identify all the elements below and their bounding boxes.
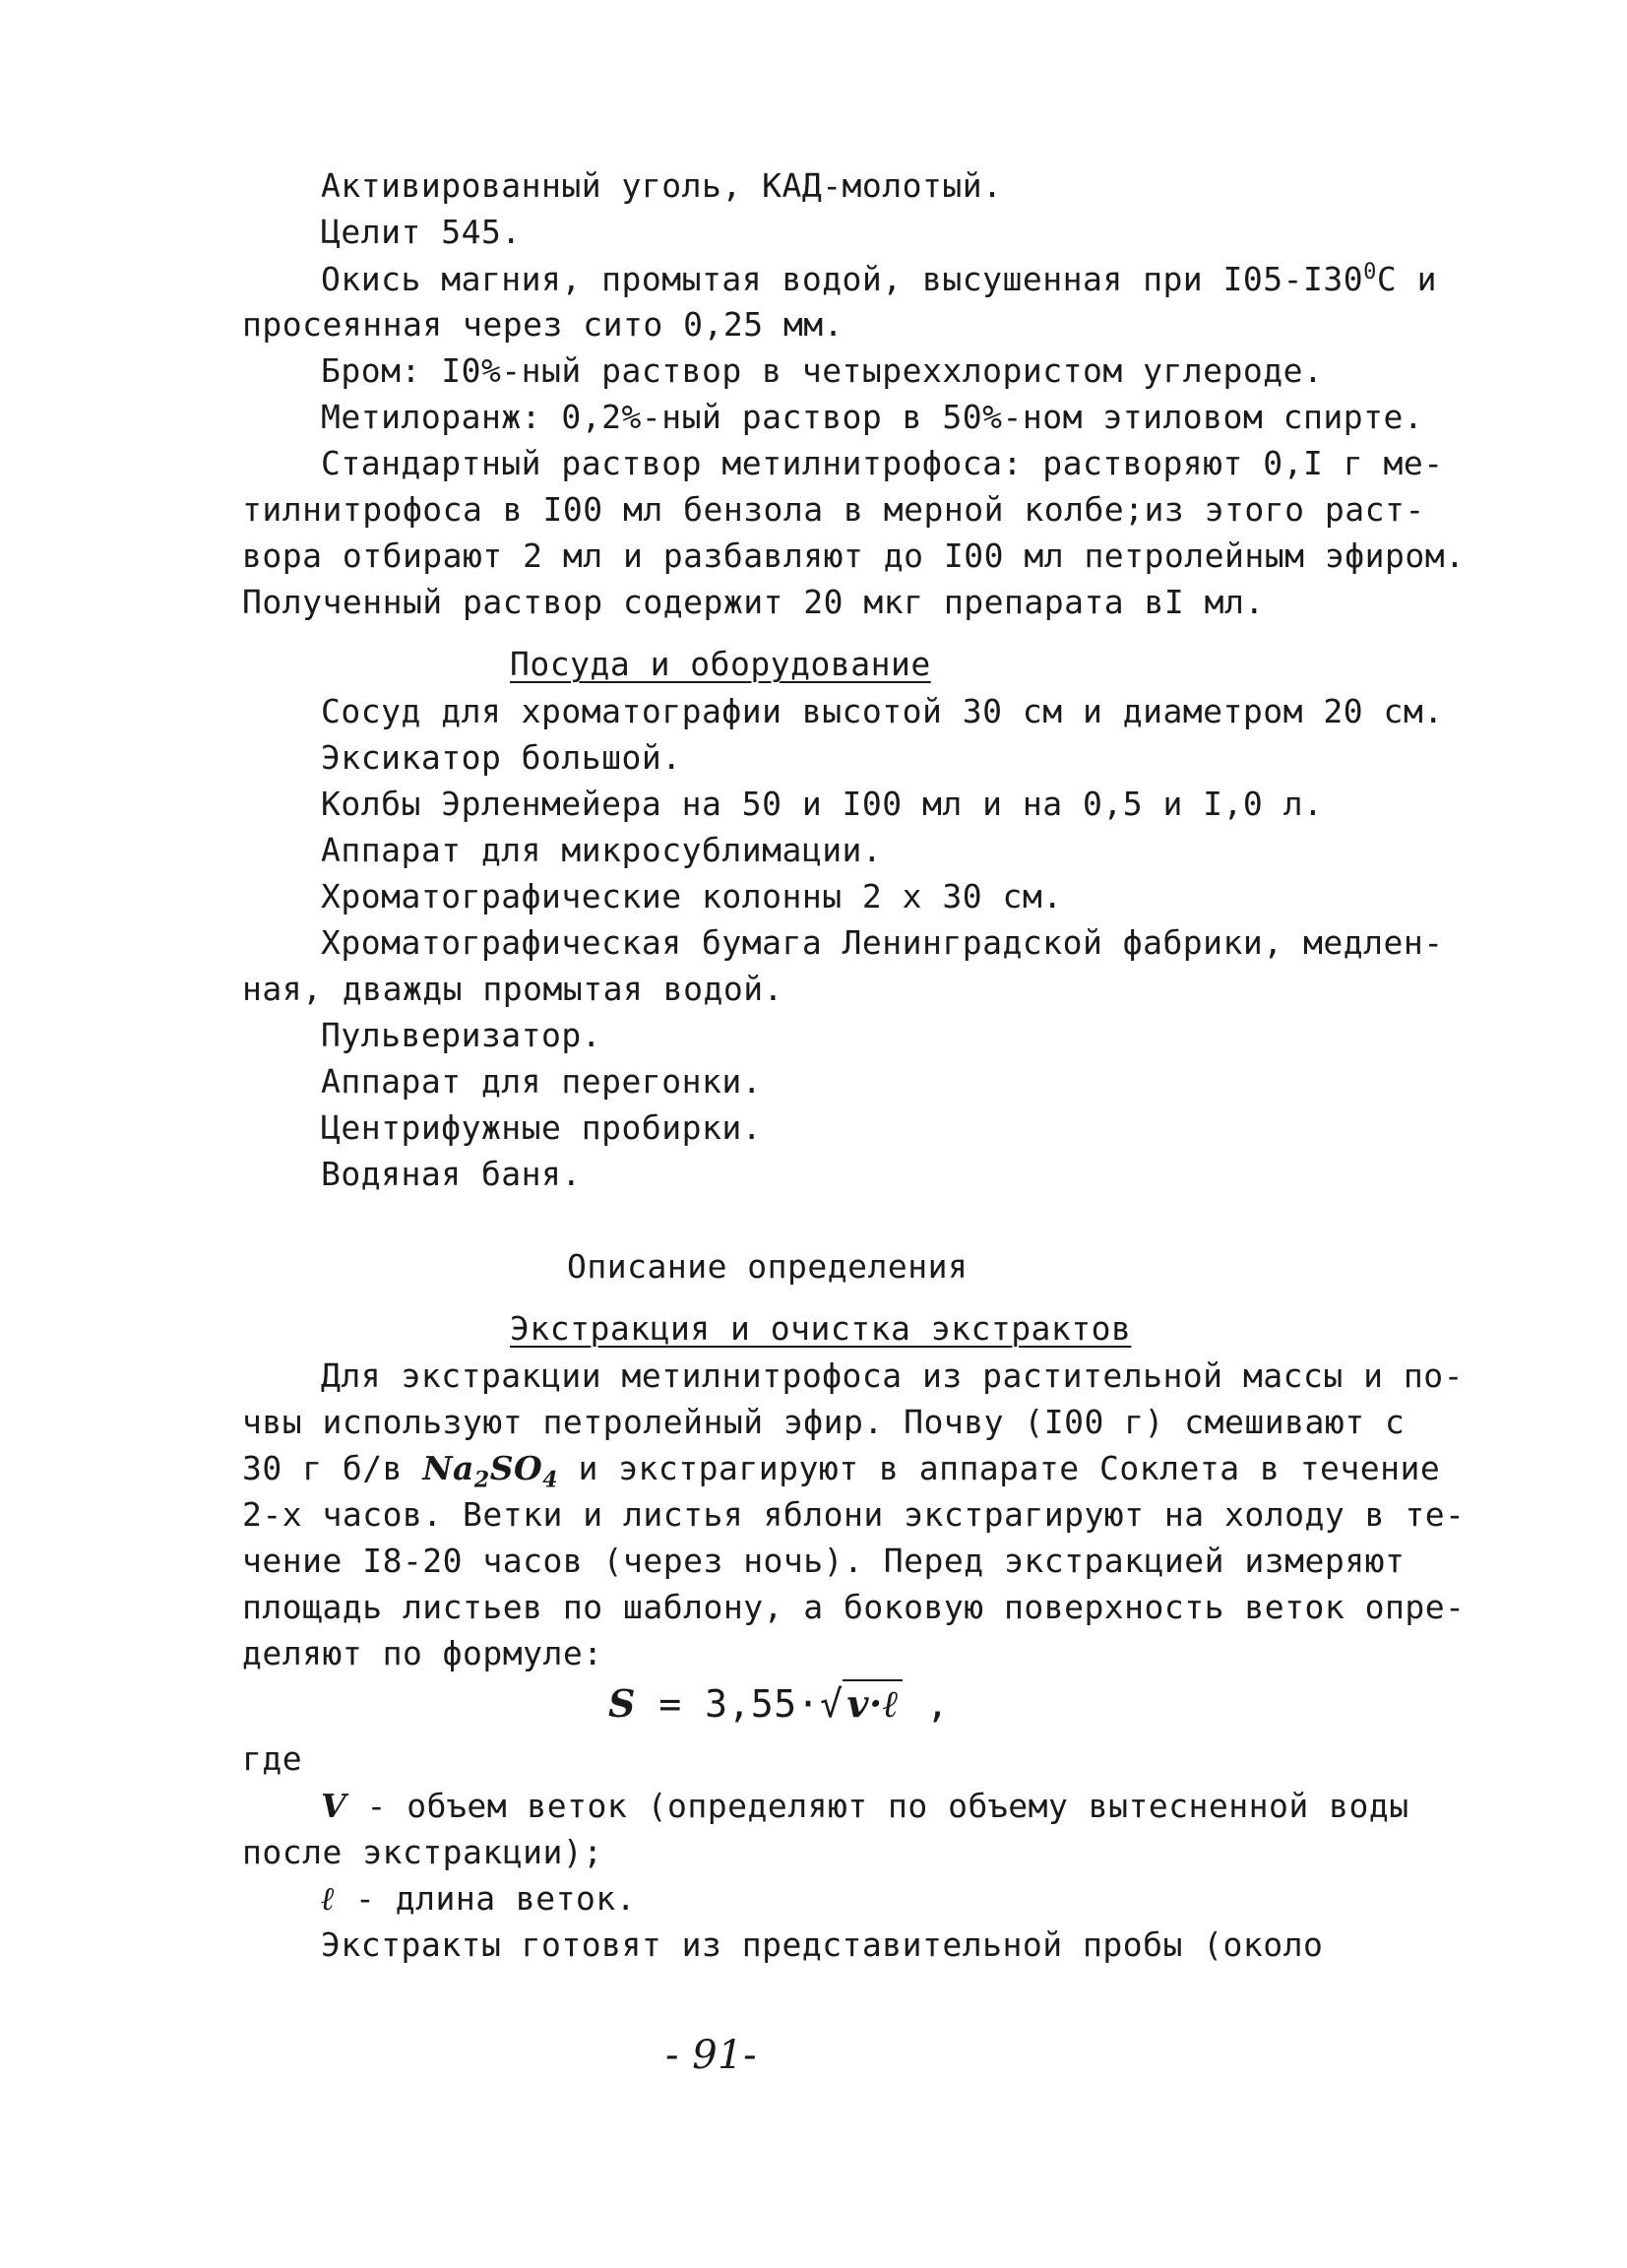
page-number: - 91- [665, 2033, 758, 2078]
equipment-item: Колбы Эрленмейера на 50 и I00 мл и на 0,5 и I,0 л. [321, 785, 1324, 823]
reagent-line: Метилоранж: 0,2%-ный раствор в 50%-ном этиловом спирте. [321, 398, 1424, 436]
description-subheading: Экстракция и очистка экстрактов [510, 1309, 1132, 1348]
paragraph-line: чвы используют петролейный эфир. Почву (I00 г) смешивают с [242, 1403, 1406, 1441]
reagent-line: Целит 545. [321, 213, 522, 251]
equipment-item: Хроматографическая бумага Ленинградской фабрики, медлен- [321, 923, 1444, 962]
reagent-line: Полученный раствор содержит 20 мкг препарата вI мл. [242, 583, 1265, 621]
equipment-item: Центрифужные пробирки. [321, 1108, 763, 1147]
equipment-item: Аппарат для перегонки. [321, 1062, 763, 1101]
reagent-line: Стандартный раствор метилнитрофоса: растворяют 0,I г ме- [321, 444, 1444, 482]
reagent-line: Активированный уголь, КАД-молотый. [321, 166, 1003, 205]
paragraph-line: деляют по формуле: [242, 1634, 603, 1672]
where-label: где [242, 1739, 303, 1778]
reagent-line: тилнитрофоса в I00 мл бензола в мерной колбе;из этого раст- [242, 490, 1425, 529]
paragraph-line: 30 г б/в $Na_2SO_4$ и экстрагируют в аппарате Соклета в течение [242, 1449, 1441, 1493]
chemical-formula: $Na_2SO_4$ [422, 1449, 559, 1493]
definition-line: ℓ - длина веток. [321, 1879, 637, 1918]
definition-line: после экстракции); [242, 1833, 603, 1871]
reagent-line: Бром: I0%-ный раствор в четыреххлористом углероде. [321, 351, 1324, 390]
equipment-heading: Посуда и оборудование [510, 645, 931, 683]
paragraph-line: Для экстракции метилнитрофоса из растительной массы и по- [321, 1356, 1464, 1395]
paragraph-line: 2-х часов. Ветки и листья яблони экстрагируют на холоду в те- [242, 1495, 1466, 1534]
paragraph-line: Экстракты готовят из представительной пробы (около [321, 1925, 1324, 1964]
equipment-item: Хроматографические колонны 2 х 30 см. [321, 877, 1063, 915]
equipment-item: ная, дважды промытая водой. [242, 970, 783, 1008]
description-heading: Описание определения [567, 1247, 969, 1286]
equipment-item: Эксикатор большой. [321, 738, 682, 777]
paragraph-line: чение I8-20 часов (через ночь). Перед экстракцией измеряют [242, 1542, 1406, 1580]
square-root-sign: √ [820, 1682, 844, 1726]
paragraph-line: площадь листьев по шаблону, а боковую поверхность веток опре- [242, 1588, 1466, 1626]
equipment-item: Водяная баня. [321, 1155, 582, 1193]
reagent-line: вора отбирают 2 мл и разбавляют до I00 мл петролейным эфиром. [242, 536, 1466, 575]
equipment-item: Сосуд для хроматографии высотой 30 см и диаметром 20 см. [321, 692, 1444, 730]
equipment-item: Аппарат для микросублимации. [321, 831, 883, 869]
definition-line: V - объем веток (определяют по объему вытесненной воды [321, 1787, 1409, 1825]
reagent-line: Окись магния, промытая водой, высушенная при $I05-I30^0С$ и [321, 260, 1437, 298]
reagent-line: просеянная через сито 0,25 мм. [242, 305, 845, 344]
equipment-item: Пульверизатор. [321, 1016, 602, 1054]
surface-formula: S = 3,55·√ v·ℓ , [608, 1681, 950, 1726]
